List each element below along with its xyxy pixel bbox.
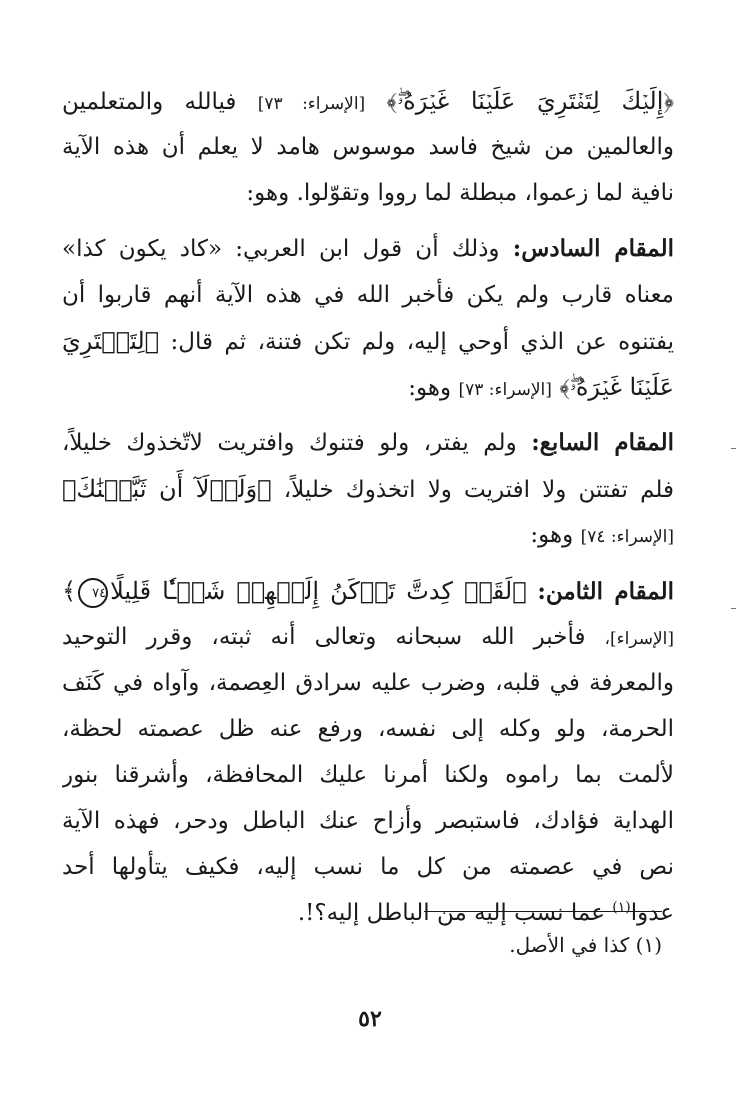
text-span: وهو: [530, 522, 574, 548]
footnote-divider [424, 911, 662, 912]
text-span: عدوا [630, 900, 674, 926]
text-line [62, 318, 674, 364]
body-text [62, 78, 674, 936]
text-line: نص في عصمته من كل ما نسب إليه، فكيف يتأولها أحد [62, 854, 674, 880]
text-line: لألمت بما راموه ولكنا أمرنا عليك المحافظة، وأشرقنا بنور [62, 762, 674, 788]
text-span: وذلك أن قول ابن العربي: «كاد يكون كذا» [62, 236, 500, 262]
quran-quote: ﴿وَلَوۡلَآ أَن ثَبَّتۡنَٰكَ﴾ [62, 475, 272, 503]
text-line [62, 614, 674, 660]
footnote [509, 925, 662, 965]
ayah-number-icon: ٧٤ [78, 578, 108, 608]
footnote-marker[interactable]: (١) [612, 899, 631, 916]
section-heading: المقام الثامن: [537, 578, 674, 605]
quran-quote: ﴿إِلَيۡكَ لِتَفۡتَرِيَ عَلَيۡنَا غَيۡرَهُۥۖ﴾ [386, 87, 674, 115]
text-span: يفتنوه عن الذي أوحي إليه، ولم تكن فتنة، ثم قال: [170, 329, 674, 355]
footnote-text: كذا في الأصل. [509, 933, 630, 957]
surah-reference: [الإسراء: ٧٣] [257, 94, 366, 114]
text-span: فأخبر الله سبحانه وتعالى أنه ثبته، وقرر التوحيد [62, 624, 586, 650]
text-span: عما نسب إليه من الباطل إليه؟!. [297, 900, 605, 926]
margin-tick [731, 608, 736, 609]
text-line: الهداية فؤادك، فاستبصر وأزاح عنك الباطل ودحر، فهذه الآية [62, 808, 674, 834]
quran-quote-close: ﴾ [62, 577, 77, 605]
text-line: معناه قارب ولم يكن فأخبر الله في هذه الآية أنهم قاربوا أن [62, 282, 674, 308]
surah-reference: [الإسراء: ٧٤] [580, 527, 674, 547]
text-line: والمعرفة في قلبه، وضرب عليه سرادق العِصمة، وآواه في كَنَف [62, 670, 674, 696]
text-line [62, 364, 674, 410]
text-line [62, 78, 674, 124]
section-heading: المقام السابع: [531, 429, 674, 456]
text-line [62, 226, 674, 272]
text-span: وهو: [408, 375, 452, 401]
text-line [62, 512, 674, 558]
margin-tick [731, 448, 736, 449]
text-line: والعالمين من شيخ فاسد موسوس هامد لا يعلم أن هذه الآية [62, 134, 674, 160]
text-line [62, 568, 674, 614]
text-span: ولم يفتر، ولو فتنوك وافتريت لاتّخذوك خليلاً، [62, 430, 517, 456]
text-line [62, 420, 674, 466]
text-line [62, 466, 674, 512]
quran-quote: عَلَيۡنَا غَيۡرَهُۥۖ﴾ [559, 373, 674, 401]
quran-quote: ﴿لِتَفۡتَرِيَ [62, 327, 160, 355]
quran-quote: ﴿لَقَدۡ كِدتَّ تَرۡكَنُ إِلَيۡهِمۡ شَيۡـٔٗا قَلِيلًا [110, 577, 527, 605]
surah-reference: [الإسراء]، [604, 629, 674, 649]
section-heading: المقام السادس: [512, 235, 674, 262]
footnote-number: (١) [635, 933, 662, 957]
text-span: فلم تفتتن ولا افتريت ولا اتخذوك خليلاً، [283, 477, 674, 503]
text-line: الحرمة، ولو وكله إلى نفسه، ورفع عنه ظل عصمته لحظة، [62, 716, 674, 742]
surah-reference: [الإسراء: ٧٣] [458, 380, 552, 400]
text-line: نافية لما زعموا، مبطلة لما رووا وتقوّلوا. وهو: [246, 180, 674, 206]
text-span: فيالله والمتعلمين [62, 89, 237, 115]
page-number: ٥٢ [358, 1006, 382, 1032]
